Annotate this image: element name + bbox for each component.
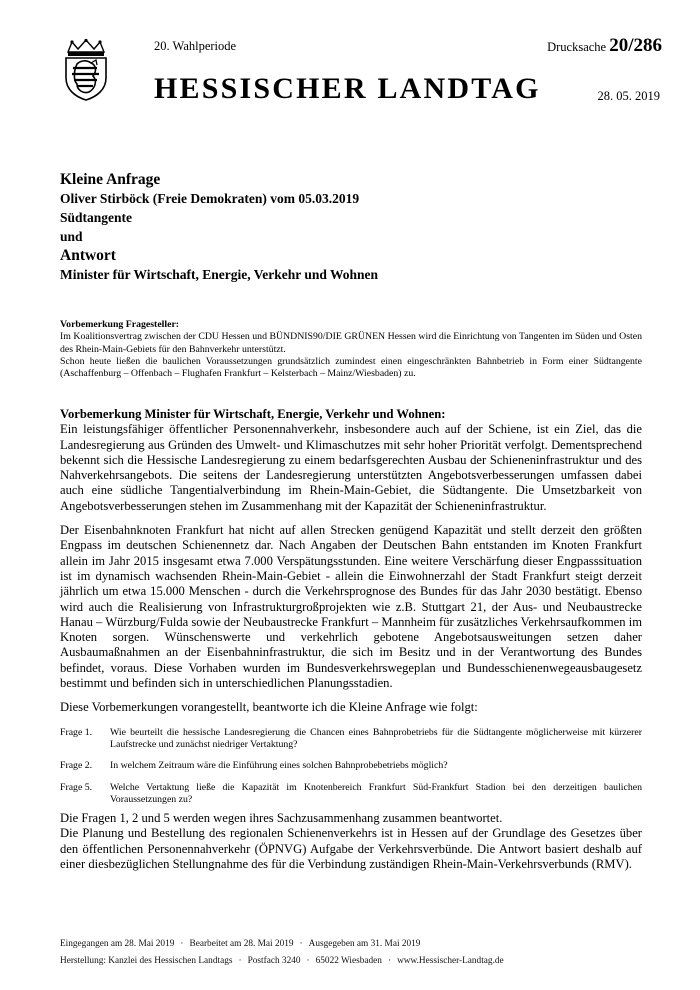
- footer-website[interactable]: www.Hessischer-Landtag.de: [397, 955, 504, 966]
- heading-kind: Kleine Anfrage: [60, 171, 161, 188]
- footer-dates: [60, 936, 660, 953]
- fragesteller-title: Vorbemerkung Fragesteller:: [60, 319, 180, 330]
- drucksache-text: Drucksache: [547, 40, 607, 54]
- minister-remark-title: Vorbemerkung Minister für Wirtschaft, Energie, Verkehr und Wohnen:: [60, 407, 446, 421]
- answer-paragraph-1: Die Fragen 1, 2 und 5 werden wegen ihres Sachzusammenhang zusammen beantwortet.: [60, 811, 503, 825]
- heading-antwort: Antwort: [60, 247, 116, 264]
- minister-paragraph-1: Ein leistungsfähiger öffentlicher Personennahverkehr, insbesondere auch auf der Schiene, ist ein Ziel, das die Landesregierung aus Gründen des Umwelt- und Klimaschutzes mit sehr hoher Priorität verfolgt. Dementsprechend bekennt sich die Hessische Landesregierung zu einem bedarfsgerechten Ausbau der Schieneninfrastruktur und des Nahverkehrsangebots. Die seitens der Landesregierung unterstützten Angebotsverbesserungen umfassen dabei auch eine südliche Tangentialverbindung im Rhein-Main-Gebiet, die Südtangente. Die Umsetzbarkeit von Angebotsverbesserungen stehen im Zusammenhang mit der Kapazität der Schieneninfrastruktur.: [60, 422, 642, 513]
- fragesteller-remark: [60, 319, 642, 380]
- fragesteller-text-1: Im Koalitionsvertrag zwischen der CDU Hessen und BÜNDNIS90/DIE GRÜNEN Hessen wird die Einrichtung von Tangenten im Süden und Osten des Rhein-Main-Gebiets für den Bahnverkehr unterstützt.: [60, 331, 642, 355]
- footer-postfach: Postfach 3240: [247, 955, 301, 966]
- footer-separator: ·: [238, 955, 242, 966]
- document-heading: [60, 170, 660, 284]
- minister-paragraph-3: Diese Vorbemerkungen vorangestellt, beantworte ich die Kleine Anfrage wie folgt:: [60, 700, 478, 715]
- drucksache-label: [547, 35, 662, 57]
- heading-minister: Minister für Wirtschaft, Energie, Verkehr und Wohnen: [60, 267, 379, 282]
- hessen-lion-crest-icon: [63, 38, 109, 102]
- answer-section: [60, 811, 642, 872]
- document-date: 28. 05. 2019: [597, 89, 660, 103]
- footer-separator: ·: [306, 955, 310, 966]
- question-label: Frage 1.: [60, 727, 93, 738]
- question-text: In welchem Zeitraum wäre die Einführung eines solchen Bahnprobebetriebs möglich?: [110, 760, 448, 772]
- footer-separator: ·: [180, 939, 184, 949]
- footer-ausgegeben: Ausgegeben am 31. Mai 2019: [308, 939, 421, 949]
- question-label: Frage 5.: [60, 781, 93, 793]
- footer-separator: ·: [387, 955, 392, 966]
- fragesteller-text-2: Schon heute ließen die baulichen Voraussetzungen grundsätzlich zumindest einen eingeschränkten Bahnbetrieb in Form einer Südtangente (Aschaffenburg – Offenbach – Flughafen Frankfurt – Kelsterbach – Mainz/Wiesbaden) zu.: [60, 355, 642, 380]
- question-text: Welche Vertaktung ließe die Kapazität im Knotenbereich Frankfurt Süd-Frankfurt Stadion bei den derzeitigen baulichen Voraussetzungen zu?: [110, 781, 642, 805]
- page-title: HESSISCHER LANDTAG: [154, 72, 541, 105]
- heading-und: und: [60, 229, 83, 244]
- document-footer: [60, 936, 660, 969]
- heading-author: Oliver Stirböck (Freie Demokraten) vom 05.03.2019: [60, 191, 360, 206]
- wahlperiode: 20. Wahlperiode: [154, 39, 237, 53]
- heading-subject: Südtangente: [60, 210, 133, 225]
- footer-publisher: [60, 953, 660, 970]
- question-text: Wie beurteilt die hessische Landesregierung die Chancen eines Bahnprobetriebs für die Südtangente möglicherweise mit kürzerer Laufstrecke und zunächst niedriger Vertaktung?: [110, 727, 642, 751]
- question-item: [60, 760, 642, 772]
- footer-herstellung: Herstellung: Kanzlei des Hessischen Landtags: [60, 955, 233, 966]
- footer-ort: 65022 Wiesbaden: [315, 955, 382, 966]
- footer-separator: ·: [299, 939, 303, 949]
- footer-bearbeitet: Bearbeitet am 28. Mai 2019: [189, 939, 294, 949]
- answer-paragraph-2: Die Planung und Bestellung des regionalen Schienenverkehrs ist in Hessen auf der Grundlage des Gesetzes über den öffentlichen Personennahverkehr (ÖPNVG) Aufgabe der Verkehrsverbünde. Die Antwort basiert deshalb auf einer diesbezüglichen Stellungnahme des für die Verbindung zuständigen Rhein-Main-Verkehrsverbunds (RMV).: [60, 826, 642, 871]
- question-item: [60, 782, 642, 806]
- question-label: Frage 2.: [60, 760, 93, 772]
- question-item: [60, 727, 642, 751]
- minister-paragraph-2: Der Eisenbahnknoten Frankfurt hat nicht auf allen Strecken genügend Kapazität und stellt derzeit den größten Engpass im deutschen Schienennetz dar. Nach Angaben der Deutschen Bahn entstanden im Knoten Frankfurt allein im Jahr 2015 insgesamt etwa 7.000 Verspätungsstunden. Eine weitere Verschärfung dieser Engpasssituation ist im dynamisch wachsenden Rhein-Main-Gebiet - allein die Einwohnerzahl der Stadt Frankfurt steigt derzeit jährlich um etwa 15.000 Menschen - durch die Verkehrsprognose des Bundes für das Jahr 2030 bestätigt. Ebenso wird auch die Realisierung von Infrastrukturgroßprojekten wie z.B. Stuttgart 21, der Aus- und Neubaustrecke Hanau – Würzburg/Fulda sowie der Neubaustrecke Frankfurt – Mannheim für zusätzliches Verkehrsaufkommen im Knoten sorgen. Wünschenswerte und verkehrlich gebotene Angebotsausweitungen setzen daher Ausbaumaßnahmen an der Eisenbahninfrastruktur, die sich im Besitz und in der Verantwortung des Bundes befindet, voraus. Diese Vorhaben wurden im Bundesverkehrswegeplan und Bundesschienenwegeausbaugesetz bestimmt und befinden sich in unterschiedlichen Planungsstadien.: [60, 523, 642, 691]
- footer-eingegangen: Eingegangen am 28. Mai 2019: [60, 939, 175, 949]
- minister-remark: [60, 407, 642, 716]
- drucksache-number: 20/286: [609, 35, 662, 56]
- questions-list: [60, 727, 642, 815]
